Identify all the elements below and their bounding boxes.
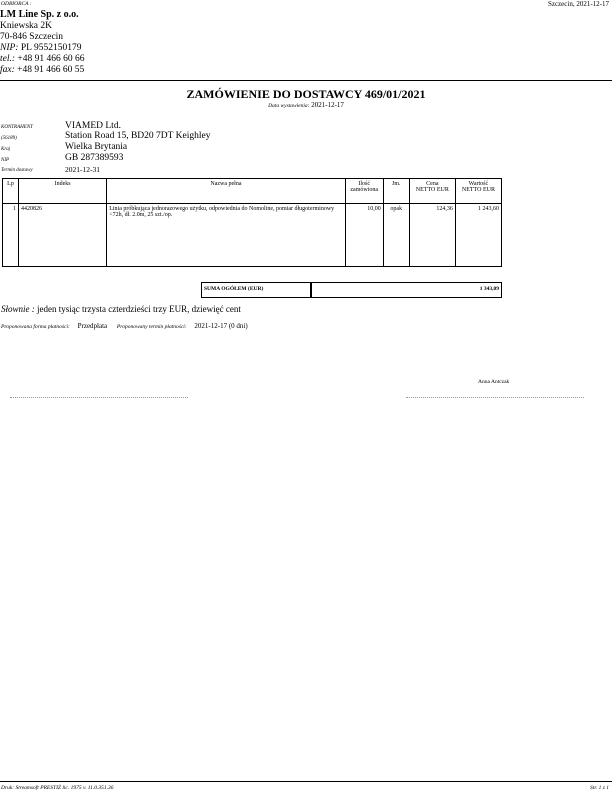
company-name: LM Line Sp. z o.o.: [0, 9, 79, 20]
company-city: 70-846 Szczecin: [0, 32, 64, 42]
cell-unit: opak: [383, 204, 409, 267]
signature-line-left: [10, 397, 188, 398]
words-label: Słownie :: [1, 304, 35, 314]
nip-value: PL 9552150179: [20, 43, 82, 53]
tel-value: +48 91 466 60 66: [17, 54, 85, 64]
tel-label: tel.:: [0, 54, 16, 64]
col-price: Cena NETTO EUR: [409, 179, 455, 204]
company-street: Kniewska 2K: [0, 21, 52, 31]
nip-label: NIP:: [0, 43, 19, 53]
summary-label: SUMA OGÓŁEM (EUR): [201, 282, 311, 298]
summary-value: 1 343,09: [311, 282, 502, 298]
company-tel: [0, 54, 85, 65]
col-qty: Ilość zamówiona: [345, 179, 383, 204]
fax-value: +48 91 466 60 55: [17, 65, 85, 75]
cell-value: 1 243,60: [455, 204, 501, 267]
company-nip: [0, 43, 81, 54]
footer-divider: [0, 781, 612, 782]
footer-printer: Druk: Streamsoft PRESTIŻ lic. 1975 v. 11.0.351.36: [1, 785, 114, 791]
payment-term-label: Proponowany termin płatności:: [116, 324, 187, 330]
delivery-date: 2021-12-31: [65, 165, 100, 174]
cell-name: Linia próbkująca jednorazowego użytku, odpowiednia do Nomoline, pomiar długoterminowy <72h, dł. 2.0m, 25 szt./op.: [107, 204, 345, 267]
amount-in-words: [1, 304, 241, 314]
delivery-label: Termin dostawy: [1, 168, 33, 173]
recipient-label: ODBIORCA :: [1, 1, 32, 7]
cell-lp: 1: [3, 204, 19, 267]
items-table: [2, 178, 502, 267]
col-unit: Jm.: [383, 179, 409, 204]
contractor-code: (56189): [1, 136, 17, 141]
footer-page: Str. 1 z 1: [590, 785, 609, 791]
table-header-row: [3, 179, 502, 204]
payment-line: [1, 322, 248, 330]
col-value: Wartość NETTO EUR: [455, 179, 501, 204]
words-text: jeden tysiąc trzysta czterdzieści trzy EUR, dziewięć cent: [37, 304, 241, 314]
col-index: Indeks: [19, 179, 107, 204]
fax-label: fax:: [0, 65, 15, 75]
signature-line-right: [406, 397, 584, 398]
cell-price: 124,36: [409, 204, 455, 267]
page-title: ZAMÓWIENIE DO DOSTAWCY 469/01/2021: [186, 87, 426, 101]
payment-form-value: Przedpłata: [77, 322, 108, 330]
cell-index: 4420826: [19, 204, 107, 267]
contractor-address: Station Road 15, BD20 7DT Keighley: [65, 131, 211, 141]
issue-date-label: Data wystawienia:: [268, 103, 310, 109]
country-label: Kraj: [1, 147, 11, 152]
header-divider: [0, 80, 612, 81]
payment-term-value: 2021-12-17 (0 dni): [194, 322, 248, 330]
contractor-nip-label: NIP: [1, 158, 10, 163]
col-name: Nazwa pełna: [107, 179, 345, 204]
issue-date: 2021-12-17: [311, 101, 344, 109]
contractor-country: Wielka Brytania: [65, 142, 128, 152]
contractor-label: KONTRAHENT: [1, 125, 33, 130]
col-lp: Lp: [3, 179, 19, 204]
cell-qty: 10,00: [345, 204, 383, 267]
place-date: Szczecin, 2021-12-17: [547, 0, 609, 8]
signature-name: Anna Antczak: [478, 379, 510, 385]
contractor-nip: GB 287389593: [65, 153, 124, 163]
issue-date-line: [0, 101, 612, 109]
payment-form-label: Proponowana forma płatności:: [1, 324, 70, 330]
company-fax: [0, 65, 84, 76]
contractor-name: VIAMED Ltd.: [65, 121, 121, 131]
table-row: [3, 204, 502, 267]
